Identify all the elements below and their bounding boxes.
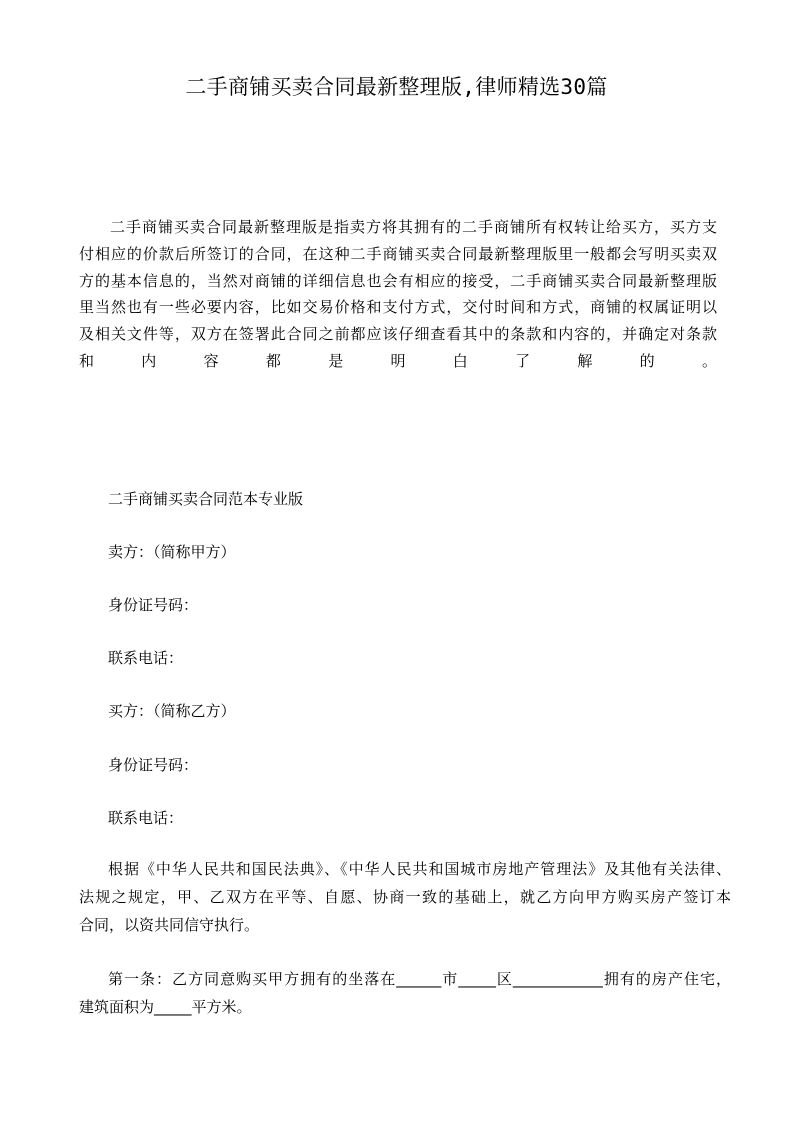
document-title: 二手商铺买卖合同最新整理版,律师精选30篇 — [185, 75, 608, 99]
seller-id-label: 身份证号码： — [108, 596, 199, 614]
intro-char: 了 — [515, 351, 531, 370]
intro-line-spread — [79, 348, 717, 375]
legal-basis-paragraph — [79, 855, 731, 939]
intro-char: 和 — [79, 351, 95, 370]
intro-char: 解 — [577, 351, 593, 370]
intro-char: 内 — [141, 351, 157, 370]
basis-line: 合同，以资共同信守执行。 — [79, 916, 260, 934]
intro-char: 。 — [701, 351, 717, 370]
intro-char: 明 — [390, 351, 406, 370]
buyer-label: 买方：（简称乙方） — [108, 702, 236, 720]
seller-label: 卖方：（简称甲方） — [108, 543, 236, 561]
intro-paragraph — [79, 214, 717, 375]
buyer-phone-label: 联系电话： — [108, 809, 184, 827]
basis-line: 法规之规定，甲、乙双方在平等、自愿、协商一致的基础上，就乙方向甲方购买房产签订本 — [79, 888, 731, 906]
article-1-paragraph — [79, 965, 731, 1021]
article-line: 第一条：乙方同意购买甲方拥有的坐落在______市_____区____________拥有的房产住宅， — [108, 970, 731, 988]
intro-char: 的 — [639, 351, 655, 370]
basis-line: 根据《中华人民共和国民法典》、《中华人民共和国城市房地产管理法》及其他有关法律、 — [108, 860, 731, 878]
intro-char: 都 — [265, 351, 281, 370]
intro-line: 里当然也有一些必要内容，比如交易价格和支付方式，交付时间和方式，商铺的权属证明以 — [79, 298, 717, 317]
contract-title: 二手商铺买卖合同范本专业版 — [108, 490, 304, 508]
intro-char: 容 — [203, 351, 219, 370]
intro-char: 白 — [452, 351, 468, 370]
article-line: 建筑面积为_____平方米。 — [79, 998, 252, 1016]
intro-line: 方的基本信息的，当然对商铺的详细信息也会有相应的接受，二手商铺买卖合同最新整理版 — [79, 271, 717, 290]
intro-line: 二手商铺买卖合同最新整理版是指卖方将其拥有的二手商铺所有权转让给买方，买方支 — [110, 218, 717, 236]
intro-line: 付相应的价款后所签订的合同，在这种二手商铺买卖合同最新整理版里一般都会写明买卖双 — [79, 244, 717, 263]
intro-line: 及相关文件等，双方在签署此合同之前都应该仔细查看其中的条款和内容的，并确定对条款 — [79, 325, 717, 344]
seller-phone-label: 联系电话： — [108, 649, 184, 667]
intro-char: 是 — [328, 351, 344, 370]
buyer-id-label: 身份证号码： — [108, 756, 199, 774]
